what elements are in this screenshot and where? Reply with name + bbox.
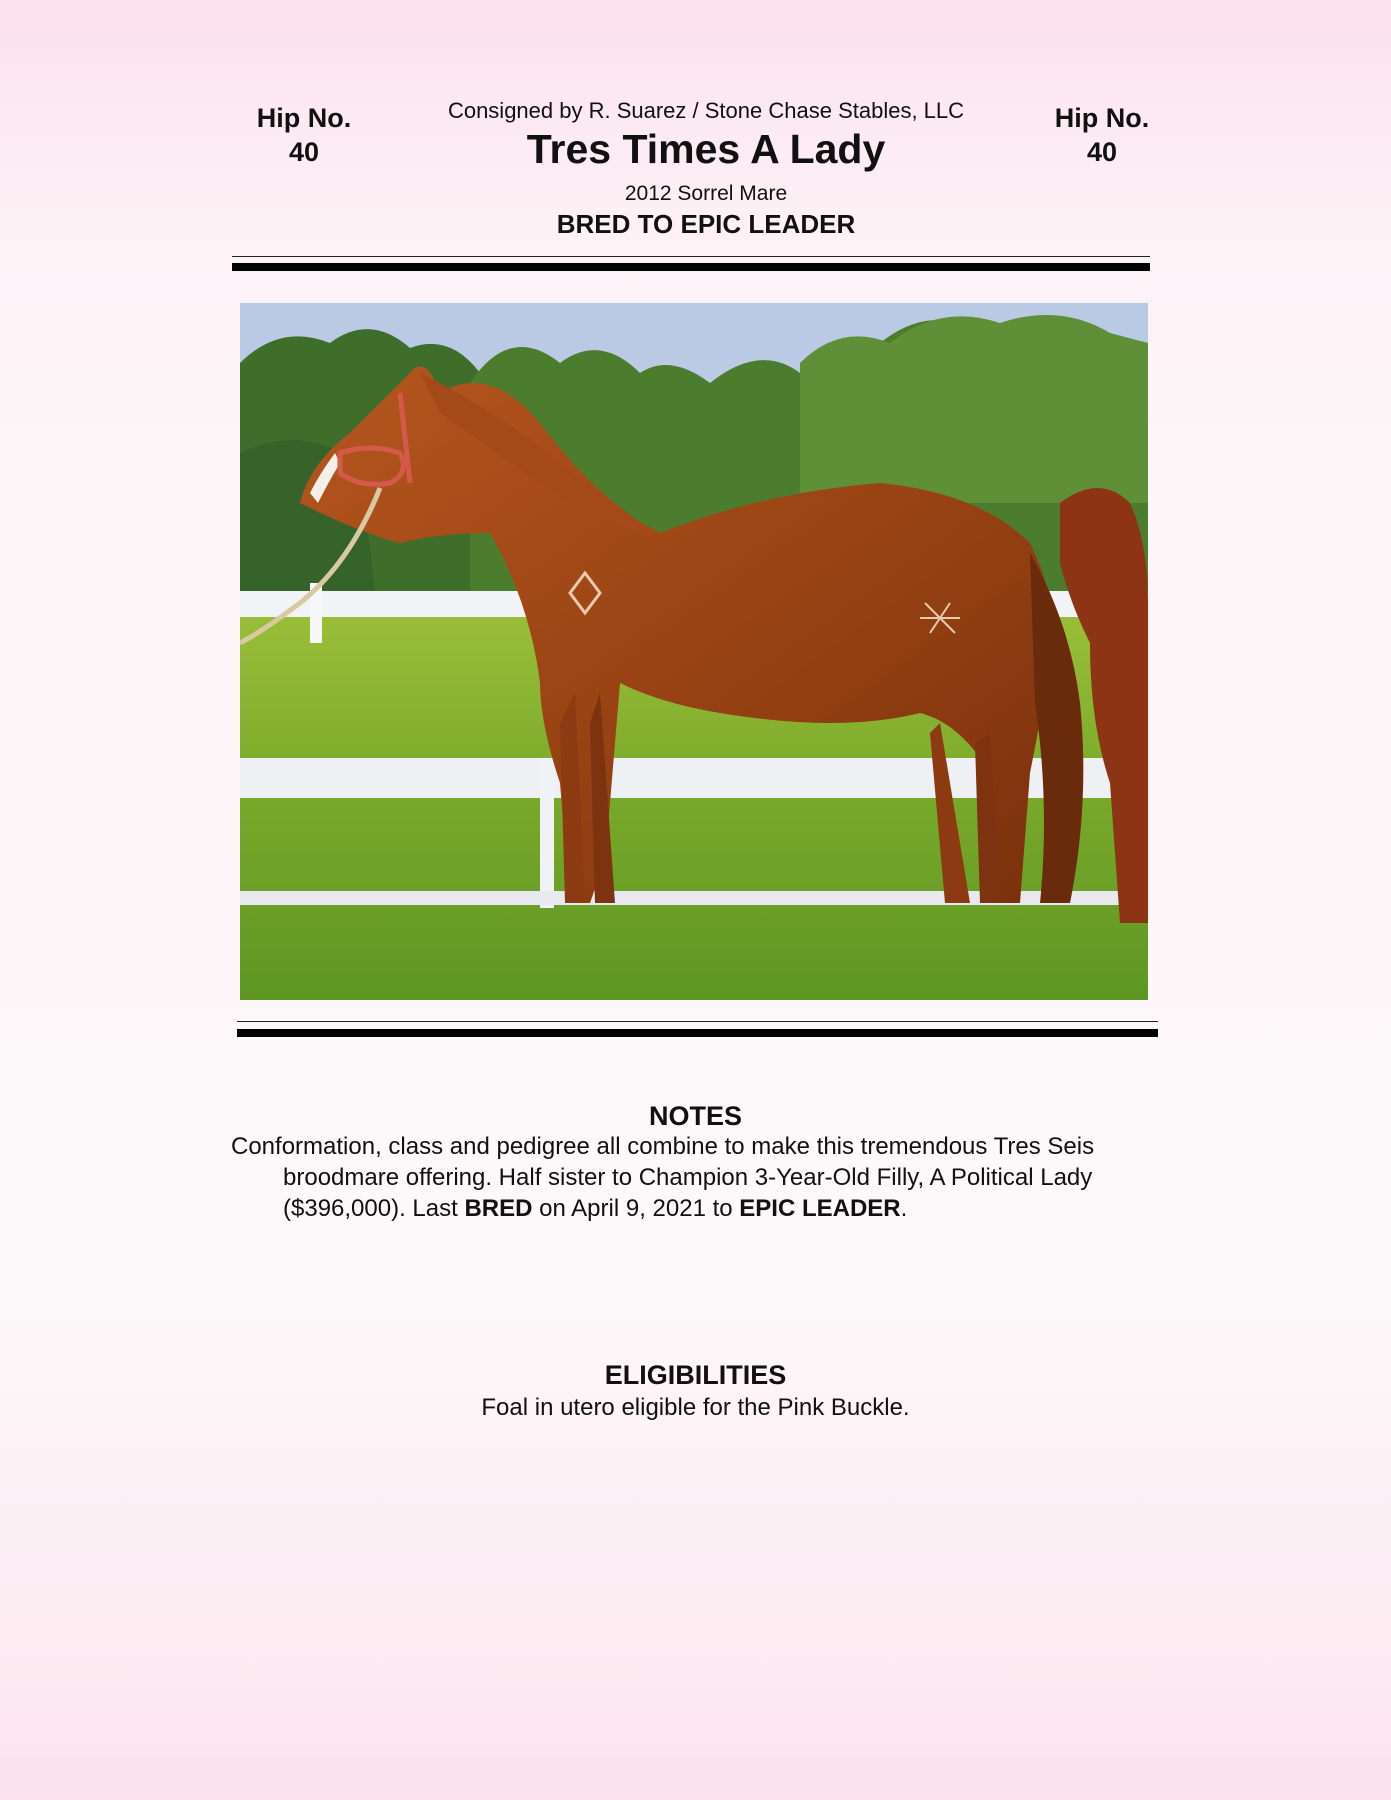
consignor-line: Consigned by R. Suarez / Stone Chase Stables, LLC	[447, 98, 965, 123]
hip-label-right: Hip No.	[1054, 103, 1150, 133]
hip-value-left: 40	[288, 137, 320, 167]
notes-text-3: .	[900, 1195, 908, 1222]
eligibilities-heading: ELIGIBILITIES	[604, 1360, 787, 1390]
notes-text-2: on April 9, 2021 to	[532, 1195, 740, 1222]
horse-photo	[240, 303, 1148, 1000]
notes-heading: NOTES	[648, 1101, 742, 1131]
hip-value-right: 40	[1086, 137, 1118, 167]
top-divider-thin	[232, 256, 1150, 257]
notes-text-1: Conformation, class and pedigree all combine to make this tremendous Tres Seis broodmare offering. Half sister to Champion 3-Year-Old Filly, A Political Lady ($396,000). Last	[231, 1133, 1095, 1222]
bottom-divider-thin	[237, 1021, 1158, 1022]
bred-to-line: BRED TO EPIC LEADER	[556, 209, 856, 239]
bottom-divider-thick	[237, 1029, 1158, 1037]
header	[380, 97, 1032, 239]
notes-body	[231, 1131, 1161, 1224]
notes-bold-stallion: EPIC LEADER	[739, 1195, 901, 1222]
horse-name: Tres Times A Lady	[526, 126, 886, 172]
hip-number-right	[1027, 101, 1177, 169]
top-divider-thick	[232, 263, 1150, 271]
notes-bold-bred: BRED	[464, 1195, 533, 1222]
eligibilities-body: Foal in utero eligible for the Pink Buckle.	[481, 1394, 910, 1421]
hip-number-left	[229, 101, 379, 169]
horse-description: 2012 Sorrel Mare	[624, 182, 788, 205]
hip-label-left: Hip No.	[256, 103, 352, 133]
